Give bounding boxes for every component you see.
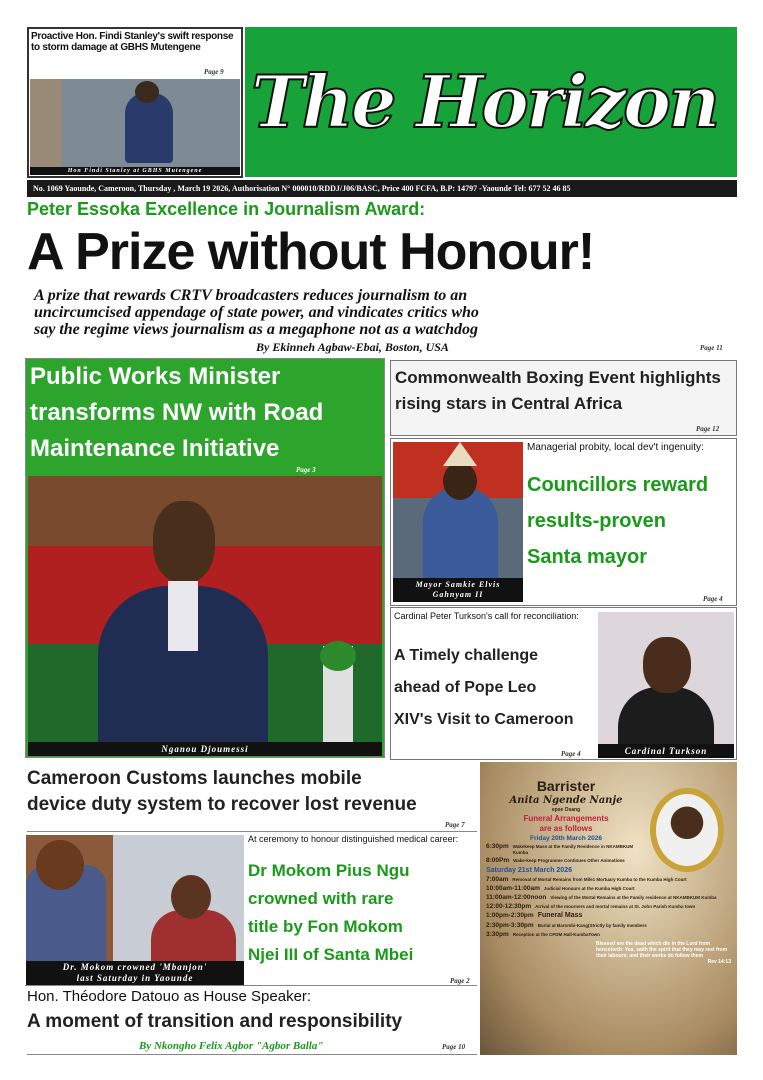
customs-line2: device duty system to recover lost revenue — [27, 794, 417, 815]
mokom-photo — [26, 835, 244, 985]
schedule-time: 12:00-12:30pm — [486, 903, 532, 910]
funeral-name: Anita Ngende Nanje — [509, 795, 623, 806]
funeral-schedule-item — [486, 843, 646, 855]
turkson-kicker: Cardinal Peter Turkson's call for reconciliation: — [394, 611, 579, 621]
customs-line1: Cameroon Customs launches mobile — [27, 768, 362, 789]
lead-deck-2: uncircumcised appendage of state power, and vindicates critics who — [34, 304, 479, 321]
turkson-story[interactable] — [390, 607, 737, 760]
schedule-desc: Arrival of the mourners and mortal remains at St. John Parish Kumba town — [535, 904, 696, 909]
funeral-epse: epse Osang — [551, 807, 581, 813]
schedule-desc: Judicial Honours at the Kumba High Court — [543, 886, 635, 891]
mayor-page: Page 4 — [703, 595, 723, 603]
info-bar — [27, 180, 737, 197]
boxing-page: Page 12 — [696, 425, 720, 433]
boxing-line1: Commonwealth Boxing Event highlights — [395, 368, 721, 387]
mokom-page: Page 2 — [450, 977, 470, 985]
minister-caption: Nganou Djoumessi — [28, 742, 382, 756]
public-works-line2: transforms NW with Road — [30, 399, 324, 426]
datouo-byline: By Nkongho Felix Agbor "Agbor Balla" — [139, 1040, 324, 1052]
schedule-desc: Viewing of the Mortal Remains at the Family residence at NKAMBKUM Kumba — [550, 895, 717, 900]
public-works-line3: Maintenance Initiative — [30, 435, 280, 462]
funeral-schedule-item — [486, 876, 730, 883]
mayor-line1: Councillors reward — [527, 474, 709, 496]
turkson-page: Page 4 — [561, 750, 581, 758]
funeral-day2: Saturday 21st March 2026 — [486, 867, 572, 874]
lead-kicker: Peter Essoka Excellence in Journalism Award: — [27, 199, 426, 219]
mokom-caption-1: Dr. Mokom crowned 'Mbanjon' — [62, 962, 208, 972]
mokom-line4: Njei III of Santa Mbei — [248, 945, 414, 964]
teaser-photo — [30, 79, 240, 175]
funeral-schedule-item — [486, 931, 730, 938]
masthead-title: The Horizon — [251, 59, 718, 144]
funeral-announcement[interactable] — [480, 762, 737, 1055]
schedule-desc: Removal of Mortal Remains from Mile1 Mortuary Kumba to the Kumba High Court — [512, 877, 687, 882]
public-works-story[interactable] — [25, 358, 385, 758]
mayor-photo — [393, 442, 523, 602]
mokom-caption-2: last Saturday in Yaounde — [76, 973, 194, 983]
teaser-page: Page 9 — [204, 68, 224, 76]
funeral-schedule-item — [486, 922, 730, 929]
schedule-time: 6:30pm — [486, 843, 509, 850]
funeral-arr2: are as follows — [539, 824, 593, 833]
public-works-line1: Public Works Minister — [30, 363, 281, 390]
lead-deck-1: A prize that rewards CRTV broadcasters reduces journalism to an — [34, 287, 468, 304]
funeral-schedule-item — [486, 912, 730, 920]
funeral-verse-ref: Rev 14:13 — [707, 959, 731, 965]
deceased-portrait — [650, 788, 724, 872]
mayor-line2: results-proven — [527, 510, 666, 532]
schedule-desc: Burial at Barombi-Kang(Strictly by family members — [537, 923, 647, 928]
schedule-time: 10:00am-11:00am — [486, 885, 540, 892]
mokom-story[interactable] — [25, 833, 477, 986]
turkson-line1: A Timely challenge — [394, 647, 539, 664]
mayor-kicker: Managerial probity, local dev't ingenuity: — [527, 442, 704, 453]
mokom-line1: Dr Mokom Pius Ngu — [248, 861, 410, 880]
schedule-desc: Wake-keep Programme Continues Other Animations — [513, 858, 625, 863]
mokom-kicker: At ceremony to honour distinguished medical career: — [248, 834, 459, 844]
turkson-photo — [598, 612, 734, 758]
public-works-page: Page 3 — [296, 466, 316, 474]
minister-photo — [28, 476, 382, 756]
customs-story[interactable] — [27, 762, 477, 832]
schedule-desc: Reception at the CPDM Hall-KumbaTown — [512, 932, 600, 937]
funeral-day1: Friday 20th March 2026 — [530, 835, 602, 842]
datouo-headline: A moment of transition and responsibility — [27, 1011, 403, 1032]
mokom-line2: crowned with rare — [248, 889, 394, 908]
datouo-kicker: Hon. Théodore Datouo as House Speaker: — [27, 988, 312, 1005]
lead-page: Page 11 — [700, 344, 723, 352]
lead-byline: By Ekinneh Agbaw-Ebai, Boston, USA — [256, 340, 449, 354]
customs-page: Page 7 — [445, 821, 465, 829]
funeral-schedule-item — [486, 894, 730, 901]
turkson-line2: ahead of Pope Leo — [394, 679, 537, 696]
funeral-schedule-item — [486, 885, 730, 892]
funeral-arr1: Funeral Arrangements — [523, 814, 609, 823]
mokom-line3: title by Fon Mokom — [248, 917, 403, 936]
schedule-time: 3:30pm — [486, 931, 509, 938]
turkson-caption: Cardinal Turkson — [598, 744, 734, 758]
schedule-desc: Funeral Mass — [537, 912, 583, 919]
schedule-time: 8:00Pm — [486, 857, 510, 864]
boxing-line2: rising stars in Central Africa — [395, 394, 623, 413]
funeral-verse: Blessed are the dead which die in the Lord from henceforth: Yea, saith the spirit that they may rest from their labours; and their works do follow them — [596, 941, 728, 959]
mayor-line3: Santa mayor — [527, 546, 648, 568]
teaser-headline-line1: Proactive Hon. Findi Stanley's swift response — [31, 31, 234, 42]
turkson-line3: XIV's Visit to Cameroon — [394, 711, 574, 728]
masthead-logo — [245, 27, 737, 177]
schedule-time: 1:00pm-2:30pm — [486, 912, 534, 919]
datouo-story[interactable] — [27, 987, 477, 1055]
lead-deck-3: say the regime views journalism as a megaphone not as a watchdog — [34, 321, 479, 338]
teaser-headline-line2: to storm damage at GBHS Mutengene — [31, 42, 201, 53]
funeral-schedule-item — [486, 903, 730, 910]
schedule-time: 2:30pm-3:30pm — [486, 922, 534, 929]
schedule-time: 7:00am — [486, 876, 509, 883]
funeral-title: Barrister — [536, 778, 596, 794]
info-text: No. 1069 Yaounde, Cameroon, Thursday , March 19 2026, Authorisation N° 000010/RDDJ/J06/BASC, Price 400 FCFA, B.P: 14797 -Yaounde Tel: 677 52 46 85 — [33, 184, 571, 193]
mayor-story[interactable] — [390, 438, 737, 606]
datouo-page: Page 10 — [442, 1043, 466, 1051]
teaser-caption: Hon Findi Stanley at GBHS Mutengene — [30, 167, 240, 175]
schedule-time: 11:00am-12:00noon — [486, 894, 547, 901]
schedule-desc: Wakekeep Mass at the Family Residence in NKAMBKUM Kumba — [512, 844, 634, 855]
mayor-caption-1: Mayor Samkie Elvis — [415, 580, 501, 589]
teaser-box[interactable] — [27, 27, 243, 178]
lead-headline[interactable]: A Prize without Honour! — [27, 223, 595, 281]
funeral-schedule-item — [486, 857, 646, 864]
mayor-caption-2: Gahnyam II — [432, 590, 484, 599]
boxing-story[interactable] — [390, 360, 737, 436]
